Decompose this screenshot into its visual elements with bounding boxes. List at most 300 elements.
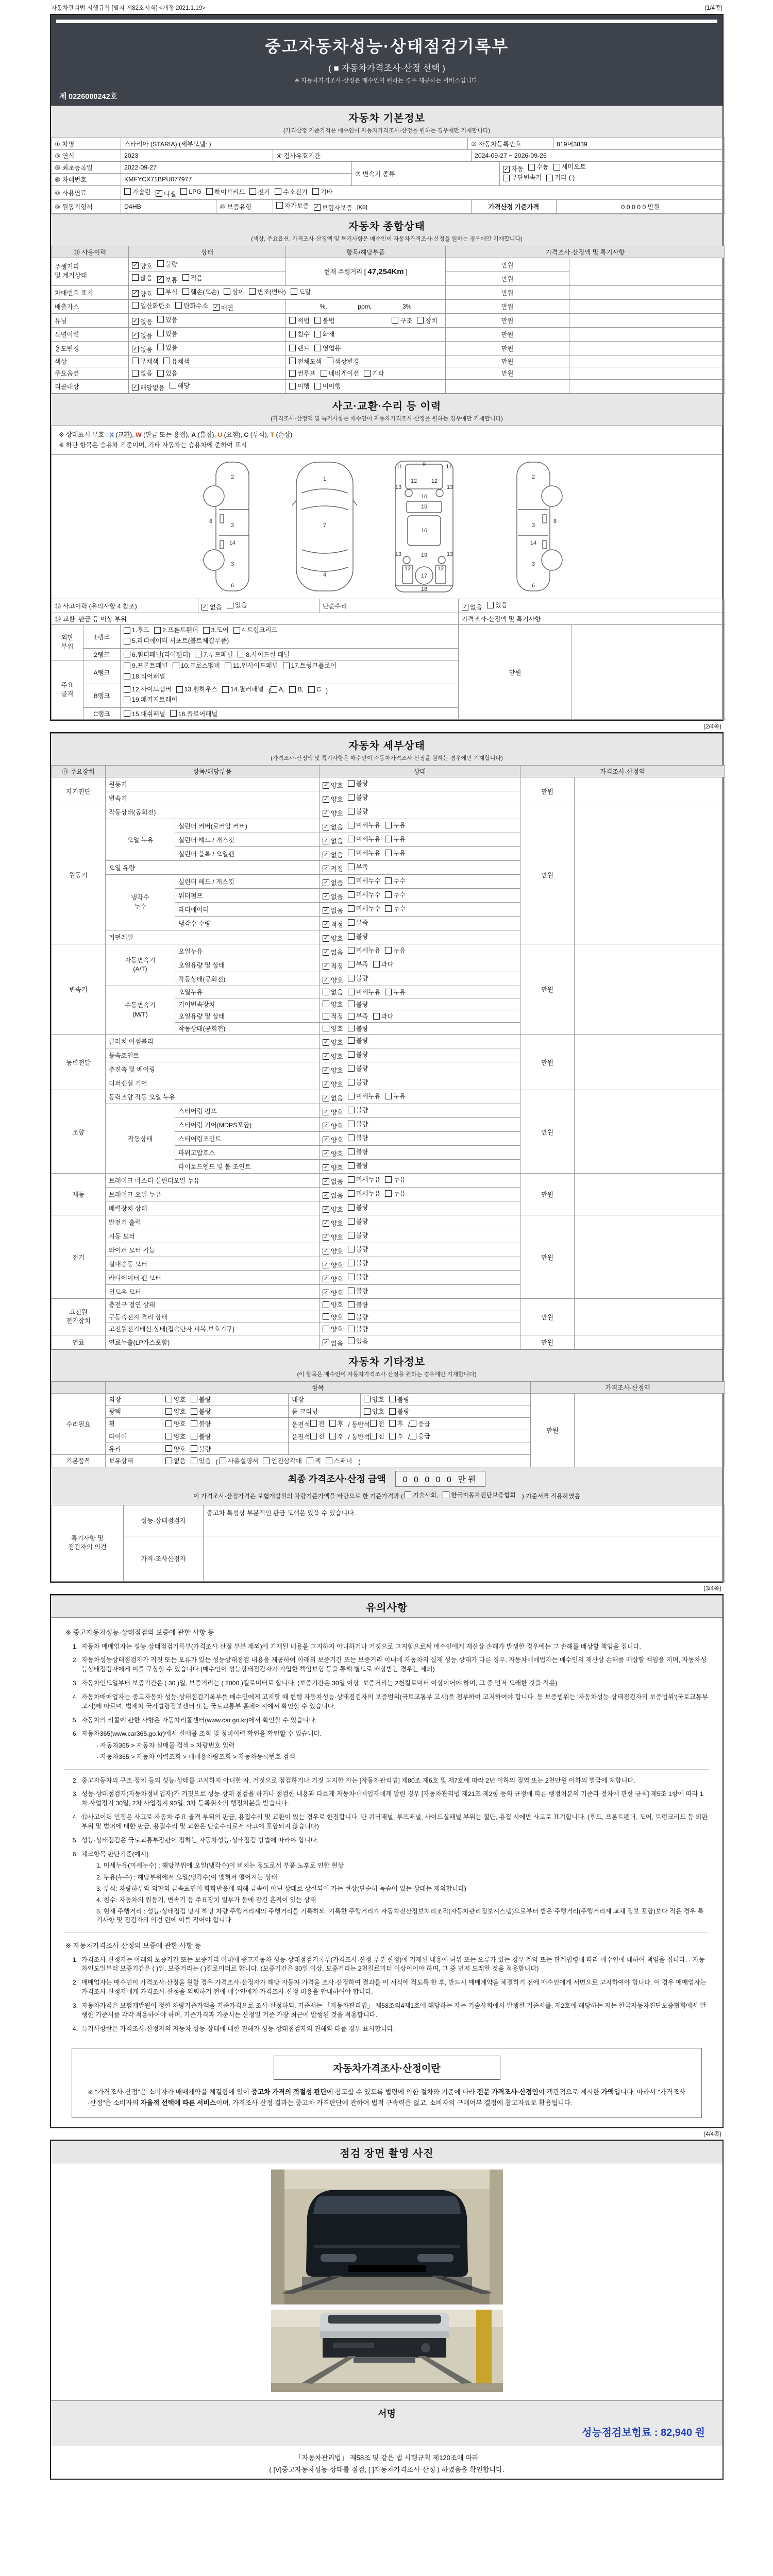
- checkbox-option[interactable]: [553, 163, 586, 172]
- checkbox-option[interactable]: [385, 876, 406, 885]
- checkbox-option[interactable]: [224, 287, 244, 296]
- text: 만원: [509, 669, 522, 676]
- text: 이며, 가격조사·산정 결과는 중고차 가격판단에 관하여 법적 구속력은 없고, 소비자의 구매여부 결정에 참고자료로 활용됩니다.: [216, 2098, 573, 2107]
- section-notice: [51, 1595, 722, 1618]
- checkbox-label: 미세누수: [356, 905, 381, 913]
- checkbox-option[interactable]: [289, 368, 316, 378]
- checkbox-option[interactable]: [323, 1274, 343, 1283]
- checkbox-option[interactable]: [165, 1395, 186, 1404]
- checkbox-option[interactable]: [157, 343, 178, 352]
- checkbox-option[interactable]: [321, 368, 359, 378]
- checkbox-option[interactable]: [132, 261, 153, 270]
- checkbox-checked-icon: ✓: [323, 1094, 329, 1101]
- checkbox-option[interactable]: [124, 637, 229, 646]
- checkbox-option[interactable]: [165, 1419, 186, 1428]
- checkbox-option[interactable]: [348, 890, 381, 899]
- checkbox-option[interactable]: [124, 662, 168, 670]
- checkbox-option[interactable]: [348, 918, 368, 927]
- checkbox-option[interactable]: [165, 1456, 186, 1465]
- checkbox-option[interactable]: [348, 1105, 368, 1114]
- checkbox-option[interactable]: [348, 1161, 368, 1170]
- checkbox-option[interactable]: [323, 794, 343, 804]
- checkbox-checked-icon: ✓: [323, 1108, 329, 1115]
- checkbox-option[interactable]: [323, 822, 343, 832]
- checkbox-option[interactable]: [206, 187, 245, 196]
- checkbox-option[interactable]: [180, 188, 201, 195]
- notice-item: [64, 1642, 709, 1652]
- checkbox-option[interactable]: [385, 1175, 406, 1184]
- checkbox-option[interactable]: [289, 381, 310, 391]
- checkbox-option[interactable]: [323, 1163, 343, 1172]
- checkbox-option[interactable]: [323, 836, 343, 845]
- checkbox-option[interactable]: [157, 368, 178, 378]
- checkbox-label: 불량: [356, 1148, 368, 1156]
- cell: [52, 246, 129, 258]
- text: (: [215, 1458, 220, 1466]
- checkbox-label: 불법: [322, 317, 335, 325]
- checkbox-option[interactable]: [238, 650, 290, 659]
- checkbox-option[interactable]: [323, 975, 343, 985]
- cell: [569, 327, 725, 341]
- checkbox-option[interactable]: [373, 959, 394, 969]
- checkbox-option[interactable]: [191, 1444, 211, 1453]
- checkbox-option[interactable]: [323, 1024, 343, 1033]
- checkbox-icon: [124, 663, 130, 669]
- checkbox-option[interactable]: [443, 1490, 515, 1499]
- text: 3%: [402, 302, 412, 310]
- checkbox-option[interactable]: [323, 1191, 343, 1200]
- checkbox-option[interactable]: [348, 1024, 368, 1033]
- checkbox-option[interactable]: [417, 316, 438, 325]
- checkbox-option[interactable]: [348, 820, 381, 829]
- checkbox-option[interactable]: [348, 1202, 368, 1212]
- checkbox-option[interactable]: [323, 934, 343, 943]
- checkbox-option[interactable]: [289, 685, 304, 694]
- checkbox-option[interactable]: [249, 187, 270, 196]
- checkbox-option[interactable]: [323, 892, 343, 901]
- text: ④ 검사유효기간: [276, 152, 321, 160]
- checkbox-option[interactable]: [312, 187, 333, 196]
- checkbox-label: 누수: [393, 891, 406, 899]
- checkbox-option[interactable]: [323, 1121, 343, 1130]
- checkbox-option[interactable]: [385, 1189, 406, 1198]
- text: 용도변경: [55, 345, 79, 352]
- checkbox-option[interactable]: [227, 600, 247, 609]
- checkbox-option[interactable]: [364, 1395, 384, 1404]
- checkbox-option[interactable]: [348, 959, 368, 969]
- checkbox-option[interactable]: [528, 163, 549, 172]
- checkbox-option[interactable]: [348, 931, 368, 941]
- cell-line: [109, 1001, 172, 1010]
- checkbox-option[interactable]: [385, 820, 406, 829]
- diagram-panel-number: 2: [531, 474, 535, 481]
- checkbox-option[interactable]: [348, 1011, 368, 1021]
- checkbox-option[interactable]: [191, 1406, 211, 1416]
- checkbox-option[interactable]: [220, 1456, 258, 1465]
- section-title: 자동차 세부상태: [348, 740, 425, 752]
- checkbox-label: 7.루프패널: [203, 651, 233, 658]
- cell: [198, 599, 320, 613]
- checkbox-option[interactable]: [323, 1011, 343, 1021]
- checkbox-option[interactable]: [405, 1490, 438, 1499]
- checkbox-option[interactable]: [323, 850, 343, 859]
- checkbox-option[interactable]: [157, 275, 178, 284]
- checkbox-option[interactable]: [323, 1177, 343, 1186]
- checkbox-option[interactable]: [124, 626, 149, 635]
- checkbox-icon: [364, 370, 371, 377]
- checkbox-option[interactable]: [323, 961, 343, 971]
- checkbox-option[interactable]: [124, 650, 190, 659]
- checkbox-option[interactable]: [124, 709, 165, 718]
- cell: [52, 341, 129, 355]
- text: 시동 모터: [109, 1233, 135, 1241]
- checkbox-option[interactable]: [249, 287, 286, 296]
- checkbox-option[interactable]: [191, 1456, 211, 1465]
- checkbox-option[interactable]: [191, 1395, 211, 1404]
- notice-item-number: 3.: [72, 1680, 78, 1687]
- checkbox-option[interactable]: [348, 792, 368, 802]
- cell: [52, 1215, 106, 1299]
- checkbox-option[interactable]: [323, 947, 343, 957]
- checkbox-option[interactable]: [385, 1091, 406, 1100]
- checkbox-label: 양호: [331, 782, 343, 790]
- checkbox-icon: [405, 1492, 411, 1498]
- checkbox-option[interactable]: [348, 987, 381, 996]
- final-price-label: 최종 가격조사·산정 금액: [288, 1474, 386, 1485]
- checkbox-label: 있음: [165, 316, 178, 324]
- checkbox-option[interactable]: [170, 709, 218, 718]
- checkbox-option[interactable]: [348, 1189, 381, 1198]
- checkbox-option[interactable]: [271, 685, 285, 694]
- checkbox-label: 미세누유: [356, 822, 381, 829]
- checkbox-option[interactable]: [329, 1431, 344, 1440]
- checkbox-icon: [308, 686, 315, 693]
- checkbox-option[interactable]: [323, 864, 343, 873]
- checkbox-option[interactable]: [323, 1246, 343, 1256]
- checkbox-option[interactable]: [503, 165, 524, 174]
- checkbox-option[interactable]: [156, 189, 176, 198]
- checkbox-option[interactable]: [410, 1431, 430, 1440]
- checkbox-option[interactable]: [348, 862, 368, 871]
- text: 가격조사·산정액: [600, 768, 645, 776]
- section-subtitle: (색상, 주요옵션, 가격조사·산정액 및 특기사항은 매수인이 자동차가격조사·산정을 원하는 경우에만 기재합니다): [251, 235, 523, 242]
- checkbox-option[interactable]: [323, 906, 343, 915]
- checkbox-checked-icon: ✓: [323, 782, 329, 788]
- checkbox-label: 불량: [356, 1326, 368, 1333]
- cell-line: [124, 637, 455, 647]
- cell: [175, 917, 320, 930]
- checkbox-option[interactable]: [348, 904, 381, 913]
- page-marker-4: (4/4쪽): [703, 2131, 721, 2138]
- checkbox-option[interactable]: [124, 672, 165, 681]
- checkbox-option[interactable]: [275, 187, 308, 196]
- checkbox-option[interactable]: [132, 383, 165, 392]
- checkbox-option[interactable]: [323, 1079, 343, 1089]
- checkbox-label: 불량: [397, 1396, 410, 1403]
- text: 냉각수 수량: [178, 920, 211, 928]
- text: 타이어: [109, 1433, 127, 1440]
- checkbox-option[interactable]: [213, 303, 233, 312]
- checkbox-option[interactable]: [173, 662, 221, 670]
- checkbox-option[interactable]: [487, 600, 508, 609]
- checkbox-option[interactable]: [289, 357, 322, 366]
- notice-item: [64, 1656, 709, 1674]
- checkbox-option[interactable]: [323, 1205, 343, 1214]
- checkbox-option[interactable]: [154, 626, 198, 635]
- section-title: 자동차 기본정보: [348, 113, 425, 124]
- checkbox-icon: [323, 1301, 329, 1308]
- checkbox-option[interactable]: [326, 1456, 352, 1465]
- checkbox-option[interactable]: [348, 1244, 368, 1253]
- checkbox-option[interactable]: [348, 1300, 368, 1309]
- checkbox-option[interactable]: [132, 368, 153, 378]
- checkbox-icon: [157, 288, 164, 295]
- checkbox-option[interactable]: [323, 1232, 343, 1242]
- checkbox-option[interactable]: [163, 357, 190, 366]
- checkbox-option[interactable]: [323, 1300, 343, 1309]
- checkbox-option[interactable]: [389, 1419, 404, 1428]
- checkbox-option[interactable]: [348, 999, 368, 1009]
- checkbox-option[interactable]: [348, 848, 381, 857]
- checkbox-option[interactable]: [176, 685, 218, 694]
- checkbox-option[interactable]: [291, 287, 311, 296]
- checkbox-option[interactable]: [389, 1406, 410, 1416]
- cell: [446, 272, 569, 285]
- checkbox-option[interactable]: [370, 1431, 384, 1440]
- checkbox-option[interactable]: [225, 662, 278, 670]
- checkbox-option[interactable]: [348, 1272, 368, 1281]
- checkbox-option[interactable]: [348, 1258, 368, 1267]
- checkbox-option[interactable]: [348, 1175, 381, 1184]
- checkbox-checked-icon: ✓: [323, 1039, 329, 1045]
- checkbox-label: 많음: [140, 274, 153, 282]
- checkbox-option[interactable]: [385, 848, 406, 857]
- checkbox-option[interactable]: [348, 1147, 368, 1156]
- checkbox-option[interactable]: [182, 287, 220, 296]
- page-frame-1: [50, 14, 724, 721]
- checkbox-label: 양호: [140, 290, 153, 298]
- checkbox-checked-icon: ✓: [503, 166, 509, 173]
- checkbox-option[interactable]: [348, 1286, 368, 1295]
- checkbox-icon: [323, 1013, 329, 1020]
- checkbox-option[interactable]: [323, 999, 343, 1009]
- notice-subitem: - 자동차365 > 자동차 실매물 검색 > 차량번호 입력: [96, 1742, 235, 1750]
- checkbox-option[interactable]: [385, 945, 406, 955]
- text: C랭크: [93, 710, 110, 718]
- checkbox-label: 양호: [331, 1262, 343, 1269]
- text: ② 자동차등록번호: [471, 141, 522, 148]
- checkbox-option[interactable]: [323, 1338, 343, 1348]
- checkbox-option[interactable]: [132, 317, 153, 326]
- checkbox-option[interactable]: [314, 316, 335, 325]
- checkbox-option[interactable]: [191, 1419, 211, 1428]
- checkbox-option[interactable]: [157, 259, 178, 268]
- checkbox-option[interactable]: [364, 1406, 384, 1416]
- checkbox-option[interactable]: [132, 345, 153, 354]
- checkbox-option[interactable]: [503, 174, 542, 182]
- text: 오일유량 및 상태: [178, 962, 225, 970]
- cell: [520, 766, 725, 777]
- checkbox-option[interactable]: [385, 890, 406, 899]
- checkbox-option[interactable]: [182, 273, 203, 282]
- accident-summary-row-grid: [51, 599, 725, 613]
- checkbox-option[interactable]: [348, 876, 381, 885]
- checkbox-option[interactable]: [307, 1456, 321, 1465]
- checkbox-option[interactable]: [314, 203, 352, 212]
- checkbox-option[interactable]: [348, 1216, 368, 1226]
- checkbox-checked-icon: ✓: [323, 1066, 329, 1073]
- checkbox-option[interactable]: [263, 1456, 301, 1465]
- checkbox-option[interactable]: [348, 1063, 368, 1073]
- checkbox-option[interactable]: [323, 1324, 343, 1333]
- text: (요철),: [222, 431, 244, 438]
- checkbox-option[interactable]: [323, 781, 343, 790]
- checkbox-option[interactable]: [348, 806, 368, 816]
- checkbox-icon: [385, 1190, 392, 1197]
- checkbox-option[interactable]: [389, 1431, 404, 1440]
- checkbox-option[interactable]: [222, 685, 264, 694]
- checkbox-option[interactable]: [370, 1419, 384, 1428]
- checkbox-option[interactable]: [308, 685, 321, 694]
- checkbox-icon: [385, 947, 392, 954]
- checkbox-label: 양호: [174, 1433, 186, 1440]
- checkbox-option[interactable]: [389, 1395, 410, 1404]
- checkbox-option[interactable]: [385, 904, 406, 913]
- checkbox-option[interactable]: [132, 357, 159, 366]
- checkbox-option[interactable]: [165, 1406, 186, 1416]
- checkbox-option[interactable]: [175, 301, 208, 310]
- checkbox-option[interactable]: [132, 289, 153, 298]
- checkbox-option[interactable]: [348, 1133, 368, 1142]
- checkbox-option[interactable]: [348, 1119, 368, 1128]
- checkbox-option[interactable]: [323, 1260, 343, 1269]
- text: 룸 크리닝: [292, 1408, 318, 1416]
- notice-item-text: 자동차 매매업자는 성능·상태점검기록부(가격조사·산정 부분 제외)에 기재된 내용을 고지하지 아니하거나 거짓으로 고지함으로써 매수인에게 재산상 손해가 발생한 경우에는 그 손해를 배상할 책임을 집니다.: [81, 1642, 641, 1650]
- checkbox-option[interactable]: [364, 368, 384, 378]
- checkbox-option[interactable]: [373, 1011, 394, 1021]
- checkbox-option[interactable]: [323, 987, 343, 996]
- checkbox-option[interactable]: [203, 626, 229, 635]
- checkbox-option[interactable]: [310, 1419, 325, 1428]
- checkbox-option[interactable]: [462, 602, 482, 612]
- checkbox-option[interactable]: [348, 1324, 368, 1333]
- checkbox-option[interactable]: [323, 1149, 343, 1158]
- cell: [320, 986, 520, 998]
- cell: [121, 707, 459, 720]
- checkbox-option[interactable]: [124, 187, 151, 196]
- diagram-panel-number: 19: [421, 552, 427, 559]
- checkbox-option[interactable]: [276, 201, 309, 210]
- checkbox-option[interactable]: [170, 381, 190, 390]
- checkbox-option[interactable]: [314, 381, 341, 391]
- text: ⑪ 사용이력: [73, 248, 107, 256]
- checkbox-option[interactable]: [201, 602, 222, 612]
- checkbox-option[interactable]: [157, 329, 178, 338]
- checkbox-option[interactable]: [348, 973, 368, 982]
- checkbox-option[interactable]: [289, 316, 310, 325]
- checkbox-option[interactable]: [348, 1230, 368, 1240]
- checkbox-option[interactable]: [289, 343, 310, 352]
- other-info-table: [51, 1381, 722, 1467]
- checkbox-label: 썬루프: [297, 370, 316, 377]
- checkbox-option[interactable]: [157, 287, 178, 296]
- cell: [106, 819, 175, 861]
- checkbox-option[interactable]: [323, 1218, 343, 1228]
- checkbox-option[interactable]: [348, 834, 381, 843]
- checkbox-option[interactable]: [165, 1444, 186, 1453]
- checkbox-option[interactable]: [132, 301, 171, 310]
- checkbox-option[interactable]: [323, 1288, 343, 1297]
- checkbox-option[interactable]: [323, 808, 343, 818]
- cell-line: [124, 672, 455, 683]
- checkbox-option[interactable]: [323, 1107, 343, 1116]
- checkbox-option[interactable]: [546, 174, 575, 182]
- checkbox-option[interactable]: [283, 662, 337, 670]
- checkbox-option[interactable]: [348, 1077, 368, 1087]
- checkbox-option[interactable]: [191, 1432, 211, 1441]
- checkbox-icon: [348, 919, 355, 926]
- checkbox-option[interactable]: [323, 878, 343, 887]
- checkbox-option[interactable]: [323, 1065, 343, 1075]
- text: ): [326, 687, 328, 695]
- checkbox-option[interactable]: [165, 1432, 186, 1441]
- checkbox-option[interactable]: [132, 331, 153, 340]
- checkbox-icon: [224, 288, 230, 295]
- checkbox-option[interactable]: [348, 1336, 368, 1346]
- cell: [320, 1299, 520, 1311]
- checkbox-icon: [157, 330, 164, 336]
- checkbox-label: 13.휠하우스: [184, 685, 218, 693]
- checkbox-label: 불량: [356, 1037, 368, 1045]
- checkbox-option[interactable]: [314, 343, 341, 352]
- cell: [52, 599, 198, 613]
- cell: [575, 777, 725, 805]
- checkbox-option[interactable]: [289, 329, 310, 338]
- legend-line: [59, 430, 715, 440]
- cell: [175, 1146, 320, 1160]
- checkbox-option[interactable]: [385, 834, 406, 843]
- checkbox-option[interactable]: [233, 626, 278, 635]
- checkbox-option[interactable]: [323, 1052, 343, 1061]
- checkbox-option[interactable]: [348, 945, 381, 955]
- checkbox-option[interactable]: [385, 987, 406, 996]
- checkbox-option[interactable]: [323, 1312, 343, 1321]
- checkbox-option[interactable]: [348, 1049, 368, 1059]
- checkbox-option[interactable]: [157, 315, 178, 324]
- checkbox-option[interactable]: [348, 1036, 368, 1045]
- checkbox-option[interactable]: [124, 685, 172, 694]
- cell: [320, 1104, 520, 1118]
- checkbox-option[interactable]: [348, 1091, 381, 1100]
- checkbox-option[interactable]: [323, 920, 343, 929]
- checkbox-option[interactable]: [329, 1419, 344, 1428]
- checkbox-icon: [546, 175, 553, 181]
- checkbox-option[interactable]: [310, 1431, 325, 1440]
- checkbox-label: 전: [378, 1420, 384, 1428]
- checkbox-option[interactable]: [348, 778, 368, 788]
- checkbox-option[interactable]: [392, 316, 412, 325]
- checkbox-option[interactable]: [314, 329, 335, 338]
- checkbox-option[interactable]: [410, 1419, 430, 1428]
- checkbox-option[interactable]: [124, 696, 177, 704]
- checkbox-option[interactable]: [348, 1312, 368, 1321]
- checkbox-option[interactable]: [323, 1135, 343, 1144]
- checkbox-option[interactable]: [327, 357, 360, 366]
- checkbox-option[interactable]: [132, 273, 153, 282]
- checkbox-option[interactable]: [323, 1093, 343, 1103]
- checkbox-option[interactable]: [323, 1038, 343, 1047]
- checkbox-option[interactable]: [195, 650, 233, 659]
